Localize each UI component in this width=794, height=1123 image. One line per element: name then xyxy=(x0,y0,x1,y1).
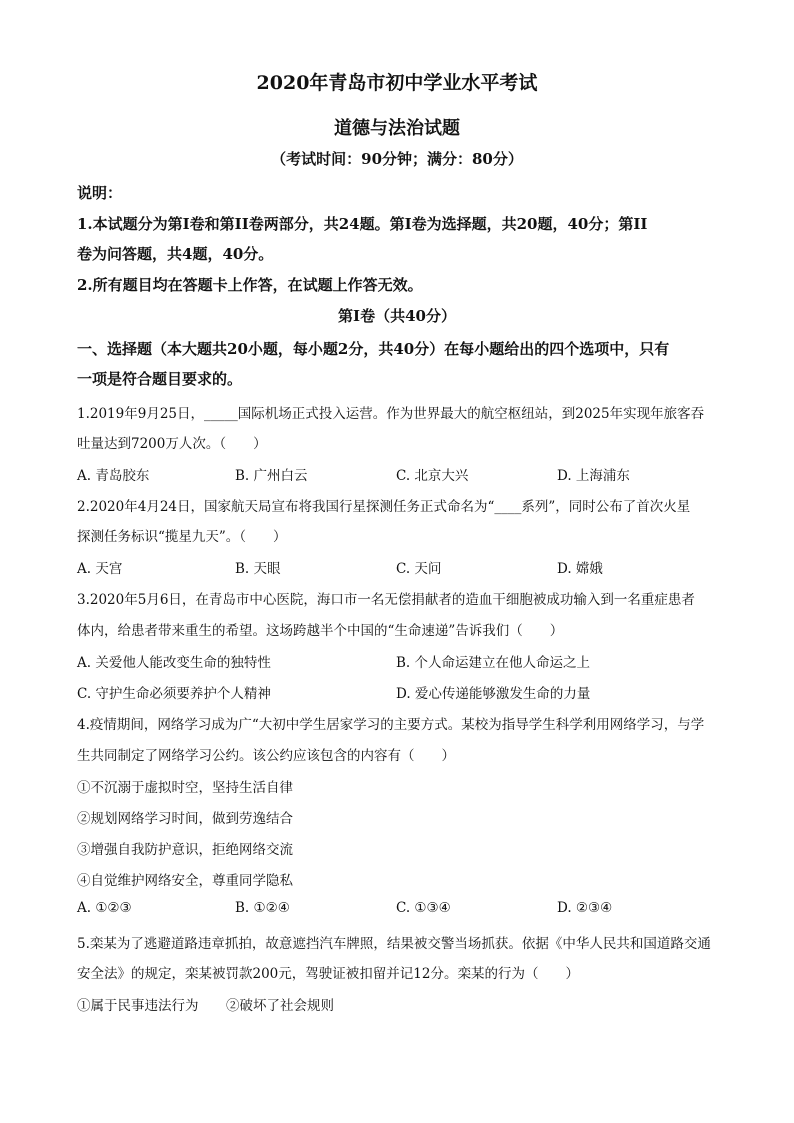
question-4-option-c: C. ①③④ xyxy=(396,900,451,916)
question-5-line-2: 安全法》的规定，栾某被罚款200元，驾驶证被扣留并记12分。栾某的行为（ ） xyxy=(77,966,579,982)
question-3-option-b: B. 个人命运建立在他人命运之上 xyxy=(396,655,591,671)
question-4-line-2: 生共同制定了网络学习公约。该公约应该包含的内容有（ ） xyxy=(77,748,455,764)
question-1-line-2: 吐量达到7200万人次。（ ） xyxy=(77,436,267,452)
question-3-line-2: 体内，给患者带来重生的希望。这场跨越半个中国的“生命速递”告诉我们（ ） xyxy=(77,623,564,639)
question-4-option-d: D. ②③④ xyxy=(557,900,613,916)
question-4-item-4: ④自觉维护网络安全，尊重同学隐私 xyxy=(77,873,293,889)
exam-title: 2020年青岛市初中学业水平考试 xyxy=(256,72,538,94)
question-1-option-b: B. 广州白云 xyxy=(235,468,308,484)
question-2-line-1: 2.2020年4月24日，国家航天局宣布将我国行星探测任务正式命名为“____系列”，同时公布了首次火星 xyxy=(77,499,691,515)
question-3-option-d: D. 爱心传递能够激发生命的力量 xyxy=(396,686,591,702)
question-3-line-1: 3.2020年5月6日，在青岛市中心医院，海口市一名无偿捐献者的造血干细胞被成功输入到一名重症患者 xyxy=(77,592,695,608)
question-5-line-1: 5.栾某为了逃避道路违章抓拍，故意遮挡汽车牌照，结果被交警当场抓获。依据《中华人民共和国道路交通 xyxy=(77,936,711,952)
question-3-option-c: C. 守护生命必须要养护个人精神 xyxy=(77,686,271,702)
question-2-option-b: B. 天眼 xyxy=(235,561,281,577)
question-4-line-1: 4.疫情期间，网络学习成为广“大初中学生居家学习的主要方式。某校为指导学生科学利用网络学习，与学 xyxy=(77,717,705,733)
question-1-option-a: A. 青岛胶东 xyxy=(77,468,150,484)
instructions-label: 说明： xyxy=(77,184,123,202)
question-1-option-c: C. 北京大兴 xyxy=(396,468,469,484)
question-1-option-d: D. 上海浦东 xyxy=(557,468,630,484)
section-title: 第I卷（共40分） xyxy=(338,307,456,325)
question-4-option-a: A. ①②③ xyxy=(77,900,132,916)
question-2-line-2: 探测任务标识“揽星九天”。（ ） xyxy=(77,529,287,545)
question-1-line-1: 1.2019年9月25日，_____国际机场正式投入运营。作为世界最大的航空枢纽站，到2025年实现年旅客吞 xyxy=(77,406,705,422)
instruction-2: 2.所有题目均在答题卡上作答，在试题上作答无效。 xyxy=(77,276,423,294)
subject-title: 道德与法治试题 xyxy=(334,118,460,139)
question-2-option-d: D. 嫦娥 xyxy=(557,561,603,577)
question-4-item-3: ③增强自我防护意识，拒绝网络交流 xyxy=(77,842,293,858)
instruction-1-line-a: 1.本试题分为第I卷和第II卷两部分，共24题。第I卷为选择题，共20题，40分；第II xyxy=(77,215,648,233)
question-5-item-1: ①属于民事违法行为 xyxy=(77,998,199,1014)
instruction-1-line-b: 卷为问答题，共4题，40分。 xyxy=(77,245,274,263)
exam-info: （考试时间：90分钟；满分：80分） xyxy=(271,150,523,168)
question-5-item-2: ②破坏了社会规则 xyxy=(226,998,334,1014)
question-2-option-a: A. 天宫 xyxy=(77,561,123,577)
question-4-option-b: B. ①②④ xyxy=(235,900,290,916)
section-heading-line-a: 一、选择题（本大题共20小题，每小题2分，共40分）在每小题给出的四个选项中，只有 xyxy=(77,340,670,358)
question-2-option-c: C. 天问 xyxy=(396,561,442,577)
section-heading-line-b: 一项是符合题目要求的。 xyxy=(77,370,243,388)
question-4-item-1: ①不沉溺于虚拟时空，坚持生活自律 xyxy=(77,780,293,796)
question-3-option-a: A. 关爱他人能改变生命的独特性 xyxy=(77,655,271,671)
question-4-item-2: ②规划网络学习时间，做到劳逸结合 xyxy=(77,811,293,827)
